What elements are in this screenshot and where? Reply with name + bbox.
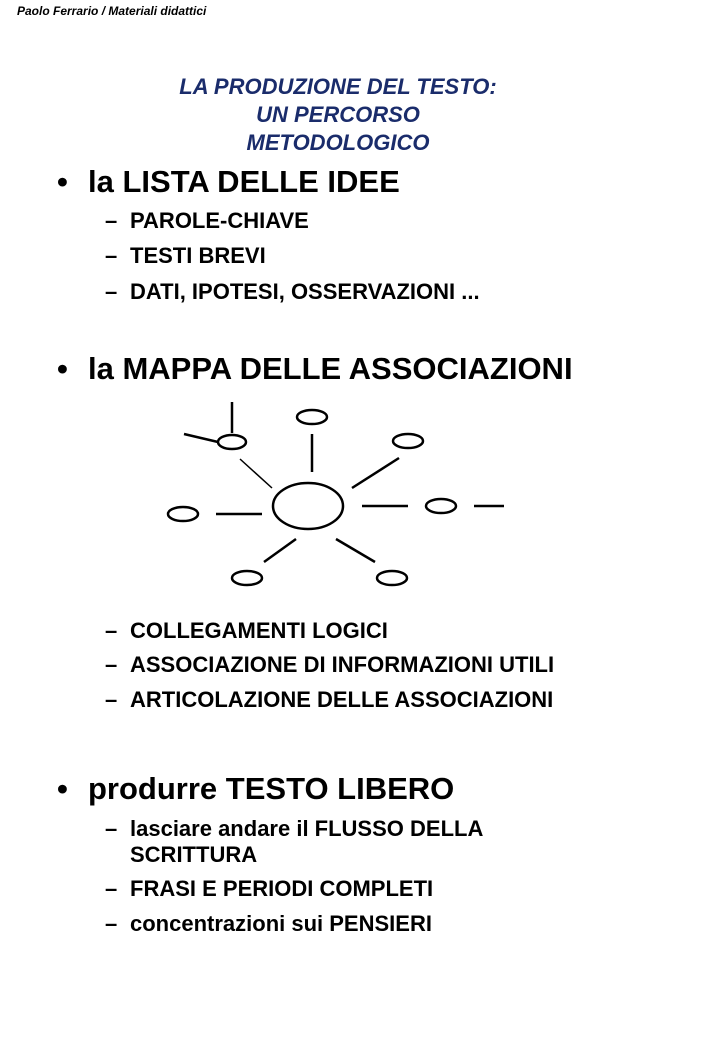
list-item-text: FRASI E PERIODI COMPLETI bbox=[130, 876, 434, 901]
dash-mark: – bbox=[105, 911, 118, 936]
section-heading-text: la MAPPA DELLE ASSOCIAZIONI bbox=[88, 351, 573, 386]
section-heading-text: produrre TESTO LIBERO bbox=[88, 771, 455, 806]
outer-node bbox=[426, 499, 456, 513]
list-item bbox=[105, 876, 433, 902]
list-item-text: ARTICOLAZIONE DELLE ASSOCIAZIONI bbox=[130, 687, 554, 712]
dash-mark: – bbox=[105, 876, 118, 901]
list-item-text: PAROLE-CHIAVE bbox=[130, 208, 309, 233]
bullet-mark: • bbox=[57, 351, 68, 386]
outer-node bbox=[168, 507, 198, 521]
title-line-2: UN PERCORSO bbox=[256, 102, 420, 127]
list-item bbox=[105, 816, 550, 868]
list-item-text: ASSOCIAZIONE DI INFORMAZIONI UTILI bbox=[130, 652, 555, 677]
dash-mark: – bbox=[105, 816, 118, 841]
dash-mark: – bbox=[105, 618, 118, 643]
outer-node bbox=[377, 571, 407, 585]
outer-node bbox=[232, 571, 262, 585]
list-item bbox=[105, 687, 553, 713]
bullet-mark: • bbox=[57, 771, 68, 806]
list-item bbox=[105, 911, 432, 937]
dash-mark: – bbox=[105, 208, 118, 233]
outer-node bbox=[218, 435, 246, 449]
list-item-text: DATI, IPOTESI, OSSERVAZIONI ... bbox=[130, 279, 480, 304]
spoke bbox=[264, 539, 296, 562]
list-item-text: COLLEGAMENTI LOGICI bbox=[130, 618, 388, 643]
spoke bbox=[184, 434, 218, 442]
page-header: Paolo Ferrario / Materiali didattici bbox=[17, 4, 207, 18]
list-item-text: lasciare andare il FLUSSO DELLA SCRITTURA bbox=[130, 816, 483, 867]
dash-mark: – bbox=[105, 687, 118, 712]
dash-mark: – bbox=[105, 652, 118, 677]
dash-mark: – bbox=[105, 243, 118, 268]
outer-node bbox=[393, 434, 423, 448]
dash-mark: – bbox=[105, 279, 118, 304]
section-heading-text: la LISTA DELLE IDEE bbox=[88, 164, 400, 199]
bullet-mark: • bbox=[57, 164, 68, 199]
outer-node bbox=[297, 410, 327, 424]
list-item-text: concentrazioni sui PENSIERI bbox=[130, 911, 432, 936]
title-line-3: METODOLOGICO bbox=[246, 130, 430, 155]
spoke bbox=[240, 459, 272, 488]
list-item-text: TESTI BREVI bbox=[130, 243, 266, 268]
title-line-1: LA PRODUZIONE DEL TESTO: bbox=[179, 74, 497, 99]
section-heading-testo bbox=[57, 771, 454, 807]
spoke bbox=[336, 539, 375, 562]
central-node bbox=[273, 483, 343, 529]
list-item bbox=[105, 652, 554, 678]
list-item bbox=[105, 618, 388, 644]
spoke bbox=[352, 458, 399, 488]
